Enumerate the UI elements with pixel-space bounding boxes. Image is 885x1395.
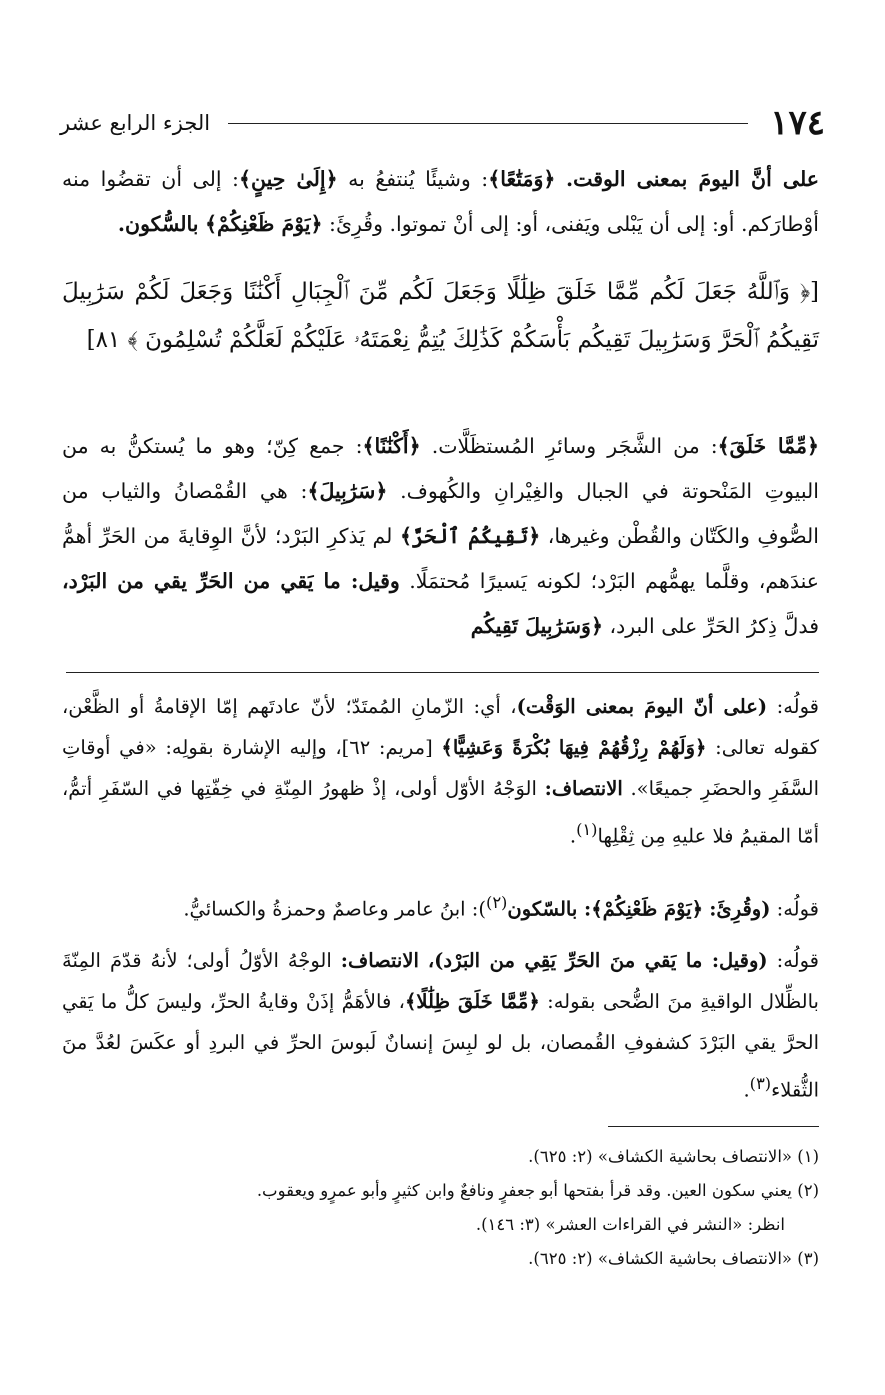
footnotes [70,1140,819,1276]
footnote-2: (٢) يعني سكون العين. وقد قرأ بفتحها أبو جعفرٍ ونافعٌ وابن كثيرٍ وأبو عمرٍو ويعقوب. [256,1181,819,1200]
gloss-note-2: قولُه: (وقُرِئَ: ﴿يَوْمَ ظَعْنِكُمْ﴾: بالسّكون$^{(٢)}$): ابنُ عامر وعاصمٌ وحمزةُ والكسائيُّ. [183,893,819,921]
commentary-paragraph-1: على أنَّ اليومَ بمعنى الوقت. ﴿وَمَتَٰعًا﴾: وشيئًا يُنتفعُ به ﴿إِلَىٰ حِينٍ﴾: إلى أن تقضُوا منه أوْطارَكم. أو: إلى أن يَبْلى ويَفنى، أو: إلى أنْ تموتوا. وقُرِئَ: ﴿يَوْمَ ظَعْنِكُمْ﴾ بالسُّكون. [62,167,819,236]
footnote-2-reference: انظر: «النشر في القراءات العشر» (٣: ١٤٦). [475,1215,785,1234]
footnote-3: (٣) «الانتصاف بحاشية الكشاف» (٢: ٦٢٥). [528,1249,819,1268]
footnote-1: (١) «الانتصاف بحاشية الكشاف» (٢: ٦٢٥). [528,1147,819,1166]
main-divider [66,672,819,673]
footnote-ref-3[interactable]: (٣) [749,1074,772,1093]
footnote-divider [608,1126,819,1127]
gloss-note-3: قولُه: (وقيل: ما يَقي منَ الحَرِّ يَقِي من البَرْد)، الانتصاف: الوجْهُ الأوّلُ أولى؛ لأنهُ قدّمَ المِنّةَ بالظِّلال الواقيةِ منَ الضُّحى بقوله: ﴿مِّمَّا خَلَقَ ظِلَٰلًا﴾، فالأهَمُّ إذَنْ وقايةُ الحرِّ، وليسَ كلُّ ما يَقي الحرَّ يقي البَرْدَ كشفوفِ القُمصان، بل لو لبِسَ إنسانٌ لَبوسَ الحرِّ في البردِ أو عكَسَ لعُدَّ منَ الثُّقلاء$^{(٣)}$. [62,949,820,1102]
header-rule [228,123,748,124]
footnote-ref-2[interactable]: (٢) [485,893,508,912]
footnote-ref-1[interactable]: (١) [576,820,598,839]
quran-verse-81: [﴿ وَٱللَّهُ جَعَلَ لَكُم مِّمَّا خَلَقَ ظِلَٰلًا وَجَعَلَ لَكُم مِّنَ ٱلْجِبَالِ أَكْنَٰنًا وَجَعَلَ لَكُمْ سَرَٰبِيلَ تَقِيكُمُ ٱلْحَرَّ وَسَرَٰبِيلَ تَقِيكُم بَأْسَكُمْ كَذَٰلِكَ يُتِمُّ نِعْمَتَهُۥ عَلَيْكُمْ لَعَلَّكُمْ تُسْلِمُونَ ﴾ ٨١] [62,279,819,353]
page-header [60,100,825,146]
commentary-paragraph-2: ﴿مِّمَّا خَلَقَ﴾: من الشَّجَر وسائرِ المُستظَلَّات. ﴿أَكْنَٰنًا﴾: جمع كِنّ؛ وهو ما يُستكنُّ به من البيوتِ المَنْحوتة في الجبال والغِيْرانِ والكُهوف. ﴿سَرَٰبِيلَ﴾: هي القُمْصانُ والثياب من الصُّوفِ والكَتّان والقُطْن وغيرها، ﴿تَقِيكُمُ ٱلْحَرَّ﴾ لم يَذكرِ البَرْد؛ لأنَّ الوِقايةَ من الحَرِّ أهمُّ عندَهم، وقلَّما يهمُّهم البَرْد؛ لكونه يَسيرًا مُحتمَلًا. وقيل: ما يَقي من الحَرِّ يقي من البَرْد، فدلَّ ذِكرُ الحَرِّ على البرد، ﴿وَسَرَٰبِيلَ تَقِيكُم [62,434,819,638]
gloss-note-1: قولُه: (على أنّ اليومَ بمعنى الوَقْت)، أي: الزّمانِ المُمتَدّ؛ لأنّ عادتَهم إمّا الإقامةُ أو الظَّعْن، كقوله تعالى: ﴿وَلَهُمْ رِزْقُهُمْ فِيهَا بُكْرَةً وَعَشِيًّا﴾ [مريم: ٦٢]، وإليه الإشارة بقولِه: «في أوقاتِ السَّفَرِ والحضَرِ جميعًا». الانتصاف: الوَجْهُ الأوّل أولى، إذْ ظهورُ المِنّةِ في خِفّتِها في السّفَرِ أتمُّ، أمّا المقيمُ فلا عليهِ مِن ثِقْلِها$^{(١)}$. [62,695,820,848]
page-number: ١٧٤ [770,103,825,143]
part-title: الجزء الرابع عشر [60,111,211,135]
